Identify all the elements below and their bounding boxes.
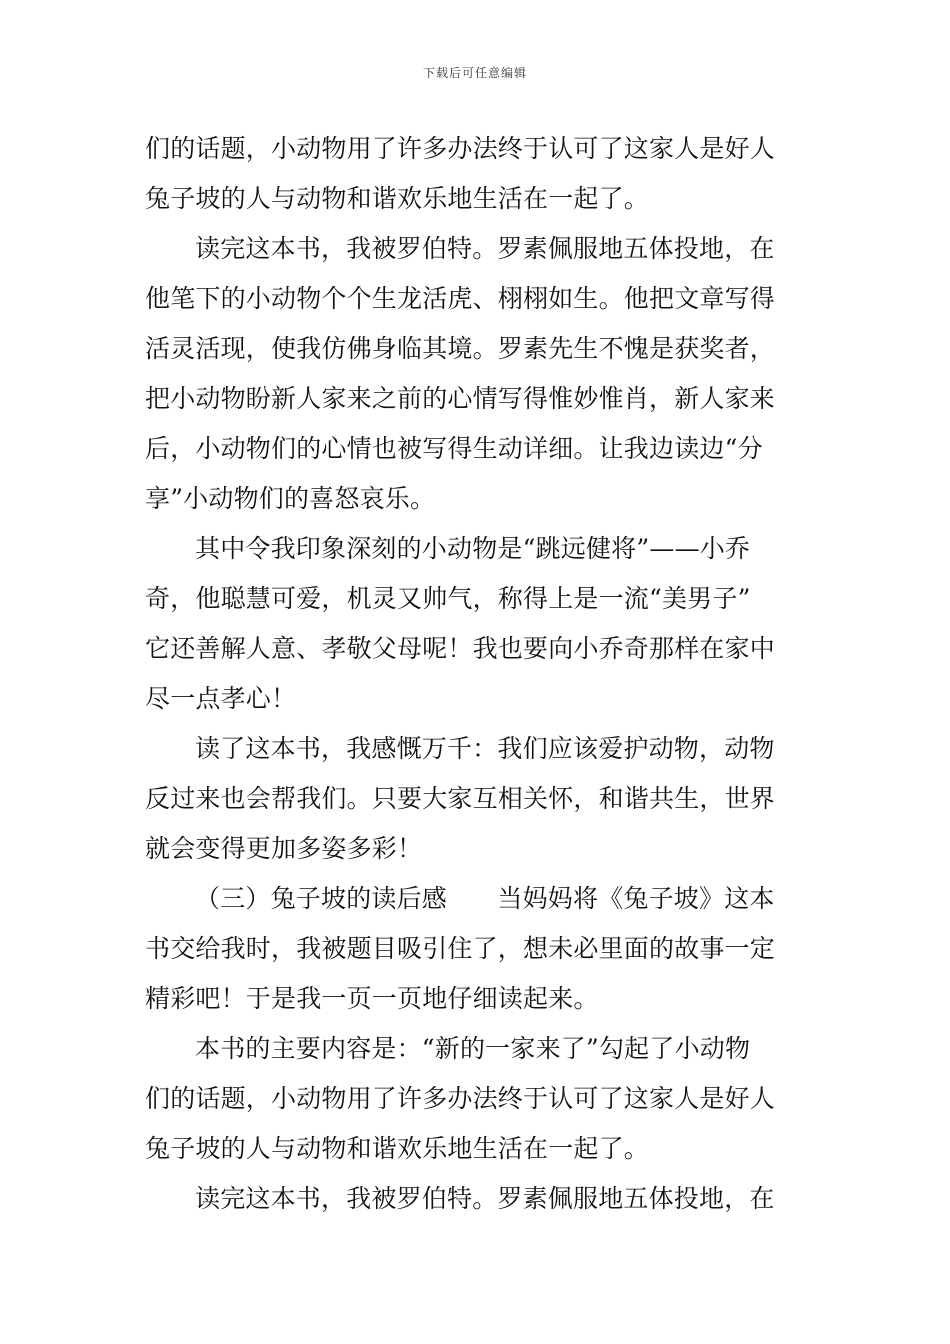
text-line-8: 享”小动物们的喜怒哀乐。 [145,484,436,513]
document-body [145,124,807,1224]
page-header-note: 下载后可任意编辑 [422,66,527,80]
text-line-3: 读完这本书，我被罗伯特。罗素佩服地五体投地，在 [195,234,775,263]
text-line-2: 兔子坡的人与动物和谐欢乐地生活在一起了。 [145,184,650,213]
text-line-22: 读完这本书，我被罗伯特。罗素佩服地五体投地，在 [195,1184,775,1213]
text-line-14: 反过来也会帮我们。只要大家互相关怀，和谐共生，世界 [145,784,776,813]
text-line-5: 活灵活现，使我仿佛身临其境。罗素先生不愧是获奖者， [145,334,776,363]
text-line-15: 就会变得更加多姿多彩！ [145,834,423,863]
text-line-17: 书交给我时，我被题目吸引住了，想未必里面的故事一定 [145,934,776,963]
text-line-1: 们的话题，小动物用了许多办法终于认可了这家人是好人 [145,134,776,163]
text-line-6: 把小动物盼新人家来之前的心情写得惟妙惟肖，新人家来 [145,384,776,413]
text-line-19: 本书的主要内容是：“新的一家来了”勾起了小动物 [195,1034,751,1063]
text-line-18: 精彩吧！于是我一页一页地仔细读起来。 [145,984,599,1013]
text-line-4: 他笔下的小动物个个生龙活虎、栩栩如生。他把文章写得 [145,284,776,313]
text-line-16: （三）兔子坡的读后感 当妈妈将《兔子坡》这本 [195,884,775,913]
text-line-20: 们的话题，小动物用了许多办法终于认可了这家人是好人 [145,1084,776,1113]
text-line-10: 奇，他聪慧可爱，机灵又帅气，称得上是一流“美男子” [145,584,751,613]
text-line-11: 它还善解人意、孝敬父母呢！我也要向小乔奇那样在家中 [145,634,776,663]
text-line-7: 后，小动物们的心情也被写得生动详细。让我边读边“分 [145,434,763,463]
text-line-12: 尽一点孝心！ [145,684,297,713]
text-line-13: 读了这本书，我感慨万千：我们应该爱护动物，动物 [195,734,775,763]
text-line-9: 其中令我印象深刻的小动物是“跳远健将”——小乔 [195,534,751,563]
text-line-21: 兔子坡的人与动物和谐欢乐地生活在一起了。 [145,1134,650,1163]
